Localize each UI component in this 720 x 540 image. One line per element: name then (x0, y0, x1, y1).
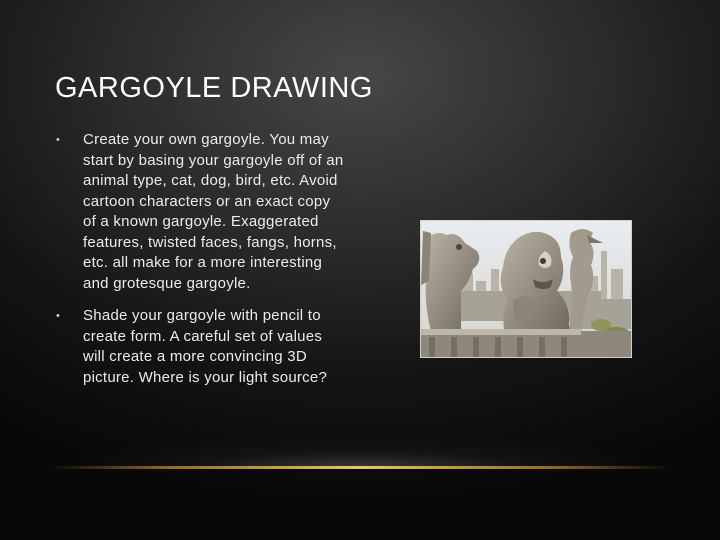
bullet-item (55, 306, 345, 388)
slide-title: GARGOYLE DRAWING (55, 72, 373, 104)
gargoyle-photo (420, 220, 632, 358)
bullet-list (55, 130, 345, 400)
gargoyle-photo-illustration (421, 221, 631, 357)
bullet-dot-icon: • (56, 310, 61, 322)
bullet-text: Create your own gargoyle. You may start by basing your gargoyle off of an animal type, cat, dog, bird, etc. Avoid cartoon characters or an exact copy of a known gargoyle. Exaggerated features, twisted faces, fangs, horns, etc. all make for a more interesting and grotesque gargoyle. (83, 131, 344, 292)
stage-glow (0, 412, 720, 468)
accent-divider (50, 466, 670, 469)
bullet-item (55, 130, 345, 294)
bullet-dot-icon: • (56, 134, 61, 146)
bullet-text: Shade your gargoyle with pencil to create form. A careful set of values will create a more convincing 3D picture. Where is your light source? (83, 307, 328, 386)
